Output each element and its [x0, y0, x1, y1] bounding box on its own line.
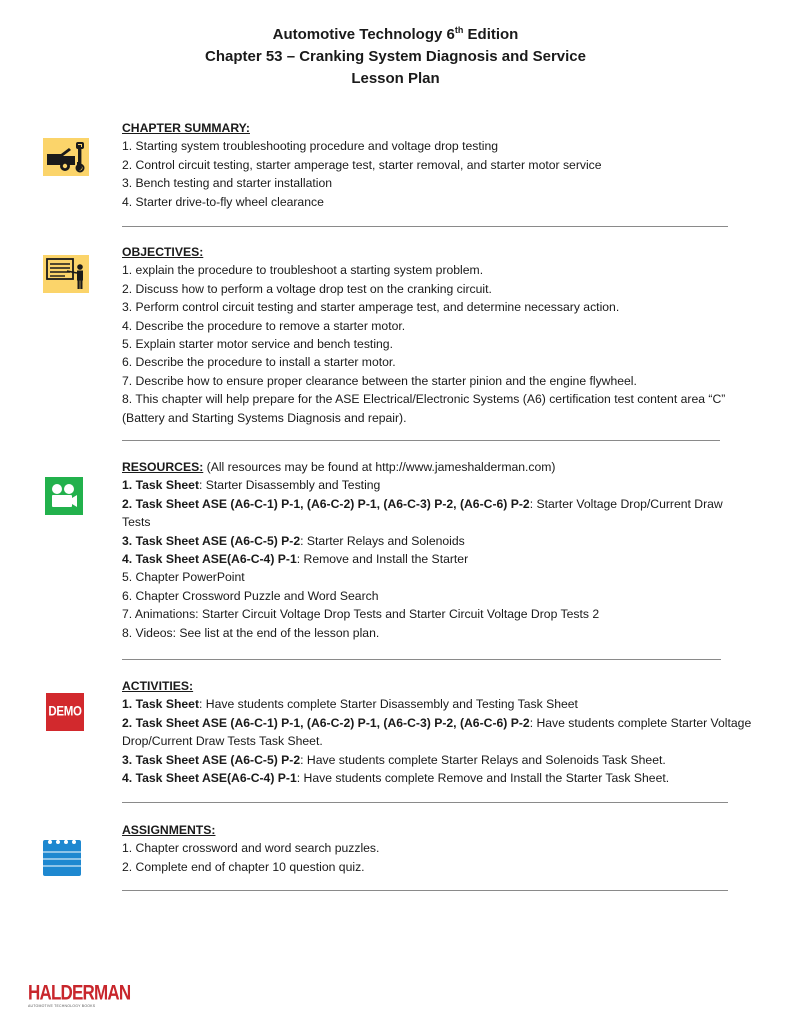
list-item: 7. Animations: Starter Circuit Voltage Drop Tests and Starter Circuit Voltage Drop Tests 2	[122, 607, 600, 622]
list-item: 2. Discuss how to perform a voltage drop test on the cranking circuit.	[122, 281, 492, 296]
list-item: 3. Bench testing and starter installation	[122, 176, 333, 191]
chapter-title: Chapter 53 – Cranking System Diagnosis and Service	[205, 48, 586, 65]
list-item: 8. Videos: See list at the end of the lesson plan.	[122, 625, 380, 640]
demo-icon: DEMO	[46, 693, 84, 731]
task-sheet-label: Task Sheet ASE (A6-C-5) P-2	[135, 533, 301, 548]
list-item: 3. Perform control circuit testing and starter amperage test, and determine necessary action.	[122, 300, 620, 315]
task-sheet-label: Task Sheet ASE(A6-C-4) P-1	[135, 771, 297, 786]
halderman-logo	[28, 980, 131, 1009]
list-item: 2. Control circuit testing, starter amperage test, starter removal, and starter motor service	[122, 157, 602, 172]
section-divider	[122, 440, 720, 441]
list-item: 6. Describe the procedure to install a starter motor.	[122, 355, 396, 370]
section-divider	[122, 226, 728, 227]
chapter-summary-heading: CHAPTER SUMMARY:	[122, 121, 250, 135]
resources-heading: RESOURCES:	[122, 460, 204, 474]
chapter-summary-content	[122, 119, 752, 211]
task-sheet-label: Task Sheet ASE (A6-C-1) P-1, (A6-C-2) P-1, (A6-C-3) P-2, (A6-C-6) P-2	[135, 496, 530, 511]
task-sheet-label: Task Sheet	[135, 697, 200, 712]
list-item: 4. Task Sheet ASE(A6-C-4) P-1: Have students complete Remove and Install the Starter Task Sheet.	[122, 771, 670, 786]
list-item: 7. Describe how to ensure proper clearance between the starter pinion and the engine flywheel.	[122, 373, 637, 388]
resources-heading-line	[122, 458, 752, 476]
list-item: 4. Describe the procedure to remove a starter motor.	[122, 318, 406, 333]
list-item: 5. Explain starter motor service and bench testing.	[122, 337, 393, 352]
list-item: 1. Chapter crossword and word search puzzles.	[122, 841, 380, 856]
objectives-content	[122, 243, 752, 427]
list-item: 1. Starting system troubleshooting procedure and voltage drop testing	[122, 139, 499, 154]
activities-content	[122, 677, 752, 787]
section-divider	[122, 802, 728, 803]
task-sheet-label: Task Sheet ASE (A6-C-1) P-1, (A6-C-2) P-1, (A6-C-3) P-2, (A6-C-6) P-2	[135, 715, 530, 730]
teacher-board-icon	[43, 255, 89, 293]
assignments-heading: ASSIGNMENTS:	[122, 823, 216, 837]
task-sheet-label: Task Sheet ASE (A6-C-5) P-2	[135, 752, 301, 767]
section-divider	[122, 890, 728, 891]
section-divider	[122, 659, 721, 660]
notepad-icon	[43, 838, 81, 876]
list-item: 8. This chapter will help prepare for the ASE Electrical/Electronic Systems (A6) certification test content area “C” (Battery and Starting Systems Diagnosis and repair).	[122, 392, 726, 425]
list-item: 2. Complete end of chapter 10 question quiz.	[122, 859, 365, 874]
resources-note: (All resources may be found at http://www.jameshalderman.com)	[203, 460, 556, 474]
list-item: 6. Chapter Crossword Puzzle and Word Search	[122, 588, 379, 603]
objectives-heading: OBJECTIVES:	[122, 245, 204, 259]
document-header	[0, 24, 791, 90]
list-item: 1. Task Sheet: Have students complete Starter Disassembly and Testing Task Sheet	[122, 697, 578, 712]
list-item: 3. Task Sheet ASE (A6-C-5) P-2: Have students complete Starter Relays and Solenoids Task Sheet.	[122, 752, 666, 767]
resources-content	[122, 458, 752, 642]
car-repair-icon	[43, 138, 89, 176]
list-item: 2. Task Sheet ASE (A6-C-1) P-1, (A6-C-2) P-1, (A6-C-3) P-2, (A6-C-6) P-2: Have students complete Starter Voltage Drop/Current Draw Tests Task Sheet.	[122, 715, 752, 749]
task-sheet-label: Task Sheet	[135, 478, 200, 493]
task-sheet-label: Task Sheet ASE(A6-C-4) P-1	[135, 552, 297, 567]
logo-wordmark: HALDERMAN	[28, 980, 131, 1005]
list-item: 4. Starter drive-to-fly wheel clearance	[122, 194, 324, 209]
list-item: 3. Task Sheet ASE (A6-C-5) P-2: Starter Relays and Solenoids	[122, 533, 465, 548]
video-camera-icon	[45, 477, 83, 515]
activities-heading: ACTIVITIES:	[122, 679, 194, 693]
list-item: 5. Chapter PowerPoint	[122, 570, 245, 585]
list-item: 1. explain the procedure to troubleshoot a starting system problem.	[122, 263, 484, 278]
assignments-content	[122, 821, 752, 876]
list-item: 1. Task Sheet: Starter Disassembly and Testing	[122, 478, 381, 493]
list-item: 4. Task Sheet ASE(A6-C-4) P-1: Remove and Install the Starter	[122, 552, 469, 567]
document-type: Lesson Plan	[351, 70, 440, 87]
book-title: Automotive Technology 6th Edition	[272, 25, 519, 43]
list-item: 2. Task Sheet ASE (A6-C-1) P-1, (A6-C-2) P-1, (A6-C-3) P-2, (A6-C-6) P-2: Starter Voltage Drop/Current Draw Tests	[122, 496, 723, 530]
logo-tagline: AUTOMOTIVE TECHNOLOGY BOOKS	[28, 1004, 96, 1008]
